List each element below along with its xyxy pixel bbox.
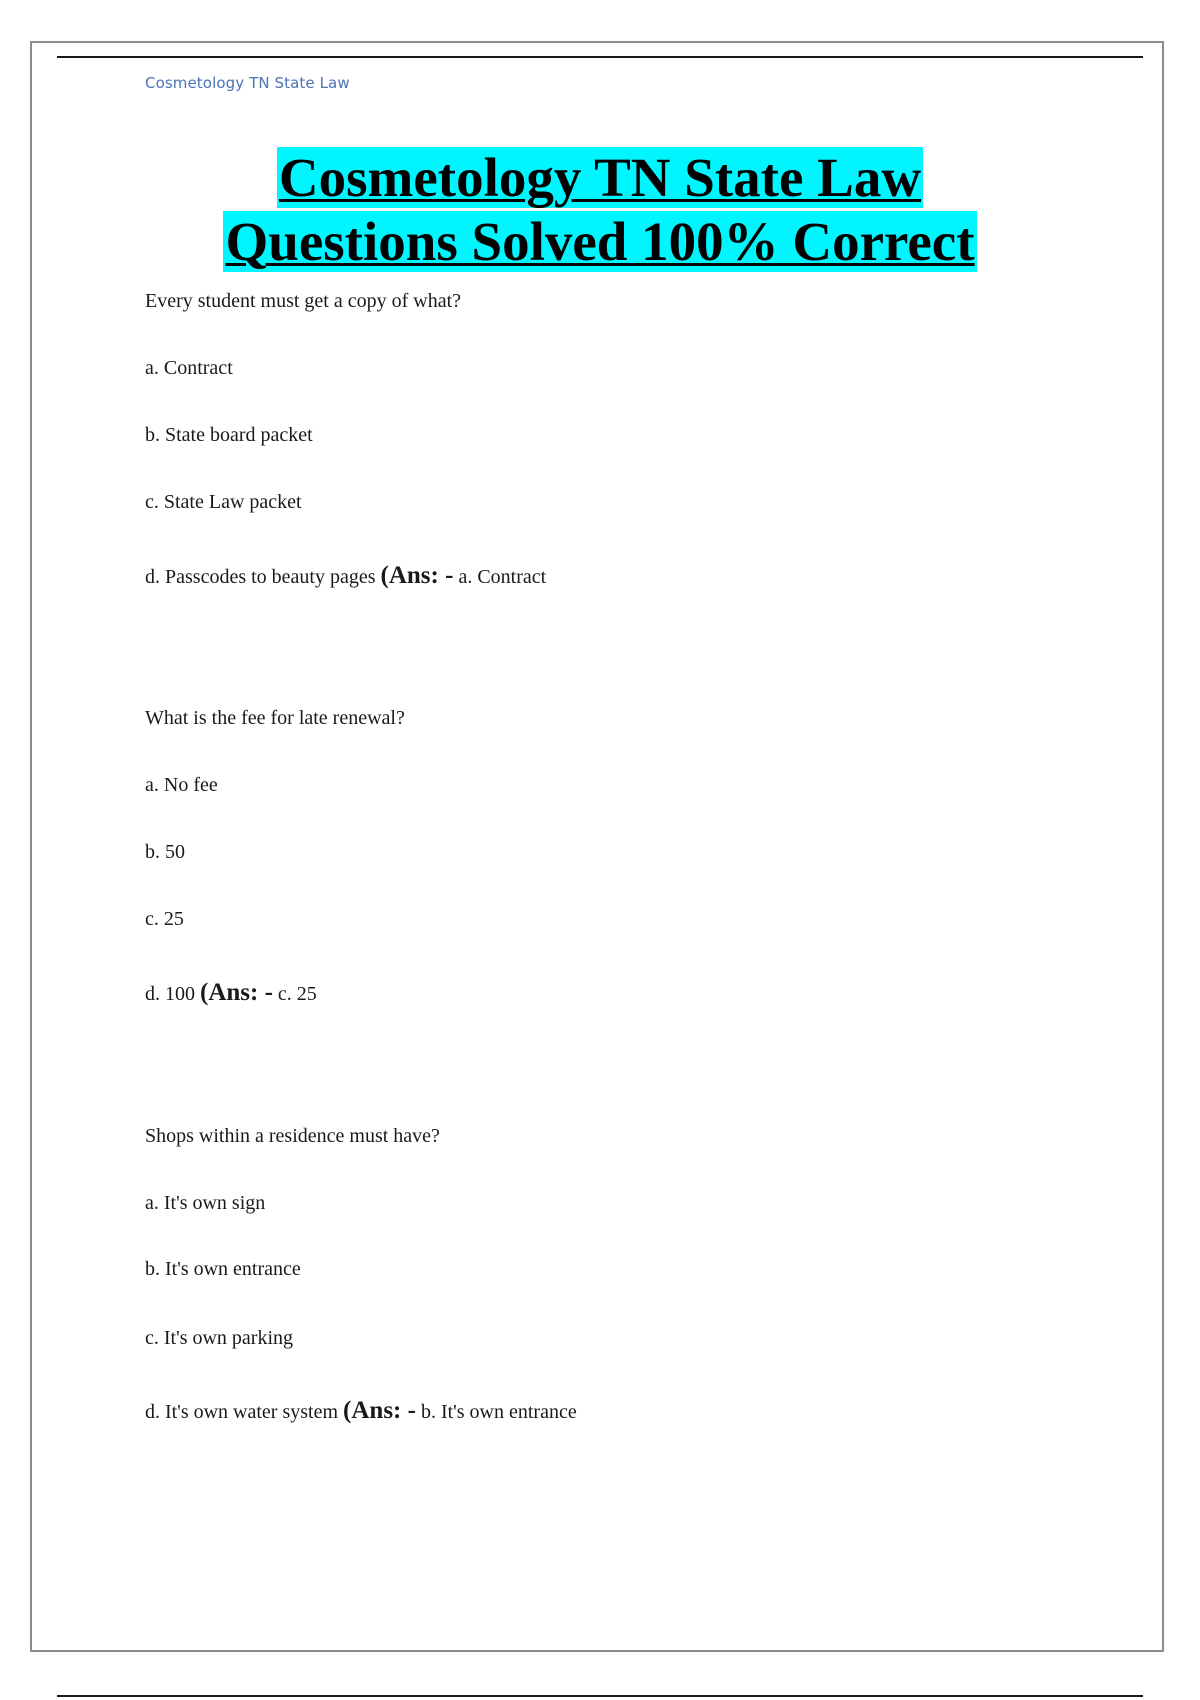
title-line-2: Questions Solved 100% Correct bbox=[225, 211, 975, 272]
question-text: What is the fee for late renewal? bbox=[145, 707, 405, 729]
ans-label: (Ans: - bbox=[343, 1397, 416, 1424]
answer-option: d. It's own water system bbox=[145, 1401, 339, 1423]
answer-row bbox=[145, 1397, 577, 1425]
answer-option: d. 100 bbox=[145, 983, 195, 1005]
answer-option: d. Passcodes to beauty pages bbox=[145, 566, 376, 588]
answer-row bbox=[145, 562, 546, 590]
title-line-1: Cosmetology TN State Law bbox=[278, 147, 922, 208]
correct-answer: b. It's own entrance bbox=[420, 1401, 577, 1423]
answer-row bbox=[145, 979, 317, 1007]
answer-option: b. 50 bbox=[145, 841, 185, 863]
answer-option: c. It's own parking bbox=[145, 1327, 294, 1349]
question-text: Every student must get a copy of what? bbox=[145, 290, 462, 312]
answer-option: a. It's own sign bbox=[145, 1192, 266, 1214]
answer-option: c. 25 bbox=[145, 908, 184, 930]
answer-option: b. State board packet bbox=[145, 424, 313, 446]
document-title bbox=[0, 146, 1200, 274]
top-divider bbox=[57, 56, 1143, 58]
question-text: Shops within a residence must have? bbox=[145, 1125, 440, 1147]
ans-label: (Ans: - bbox=[200, 979, 273, 1006]
answer-option: a. Contract bbox=[145, 357, 233, 379]
answer-option: b. It's own entrance bbox=[145, 1258, 301, 1280]
ans-label: (Ans: - bbox=[380, 562, 454, 589]
bottom-divider bbox=[57, 1695, 1143, 1697]
running-header: Cosmetology TN State Law bbox=[145, 74, 350, 92]
correct-answer: c. 25 bbox=[277, 983, 317, 1005]
answer-option: a. No fee bbox=[145, 774, 218, 796]
correct-answer: a. Contract bbox=[458, 566, 547, 588]
answer-option: c. State Law packet bbox=[145, 491, 302, 513]
